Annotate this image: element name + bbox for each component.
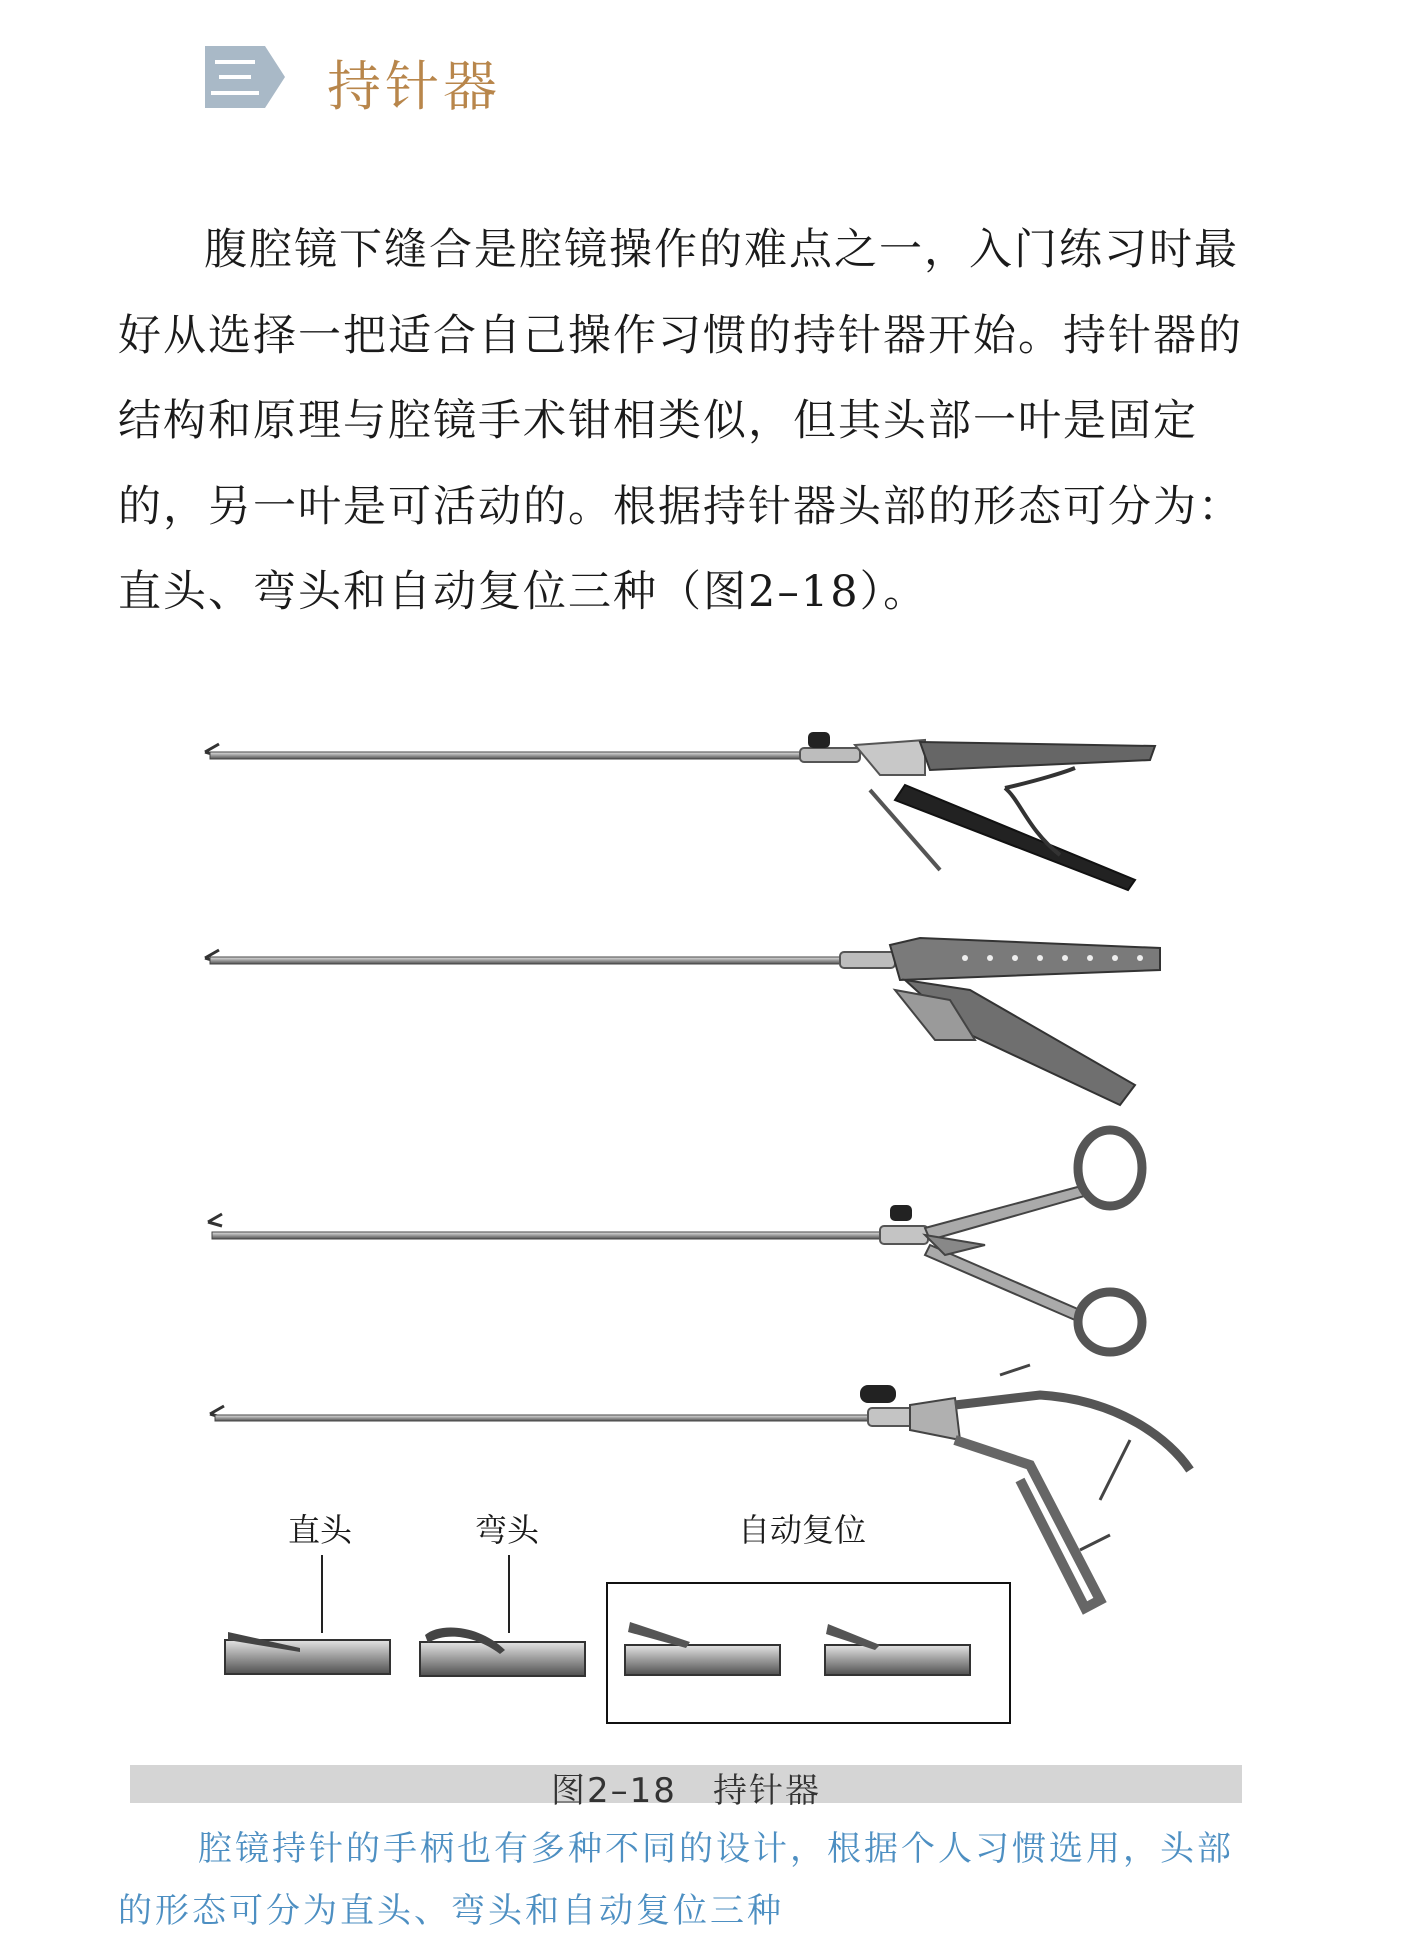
- curved-tip-label: 弯头: [475, 1511, 540, 1549]
- pistol-grip-needle-holder: [205, 938, 1160, 1105]
- figure-caption-bar: [130, 1765, 1242, 1811]
- body-paragraph: 腹腔镜下缝合是腔镜操作的难点之一，入门练习时最好从选择一把适合自己操作习惯的持针器开始。持针器的结构和原理与腔镜手术钳相类似，但其头部一叶是固定的，另一叶是可活动的。根据持针器头部的形态可分为：直头、弯头和自动复位三种（图2–18）。: [118, 225, 1243, 617]
- straight-tip-closeup: [225, 1632, 390, 1674]
- ring-handle-needle-holder: [208, 1130, 1142, 1352]
- self-righting-tip-label: 自动复位: [738, 1511, 867, 1549]
- straight-tip-label: 直头: [288, 1511, 353, 1549]
- figure-note-text: 腔镜持针的手柄也有多种不同的设计，根据个人习惯选用，头部的形态可分为直头、弯头和自动复位三种: [118, 1829, 1234, 1931]
- section-number-badge: [205, 46, 285, 108]
- self-righting-tip-closeup-2: [825, 1624, 970, 1675]
- figure-note: [118, 1818, 1258, 1942]
- spring-handle-needle-holder: [210, 1365, 1190, 1608]
- curved-tip-closeup: [420, 1627, 585, 1676]
- figure-caption: 图2–18 持针器: [551, 1771, 821, 1811]
- body-text: [118, 208, 1258, 636]
- self-righting-tip-closeup-1: [625, 1622, 780, 1675]
- section-title: 持针器: [327, 55, 501, 118]
- ratchet-handle-needle-holder: [205, 732, 1155, 890]
